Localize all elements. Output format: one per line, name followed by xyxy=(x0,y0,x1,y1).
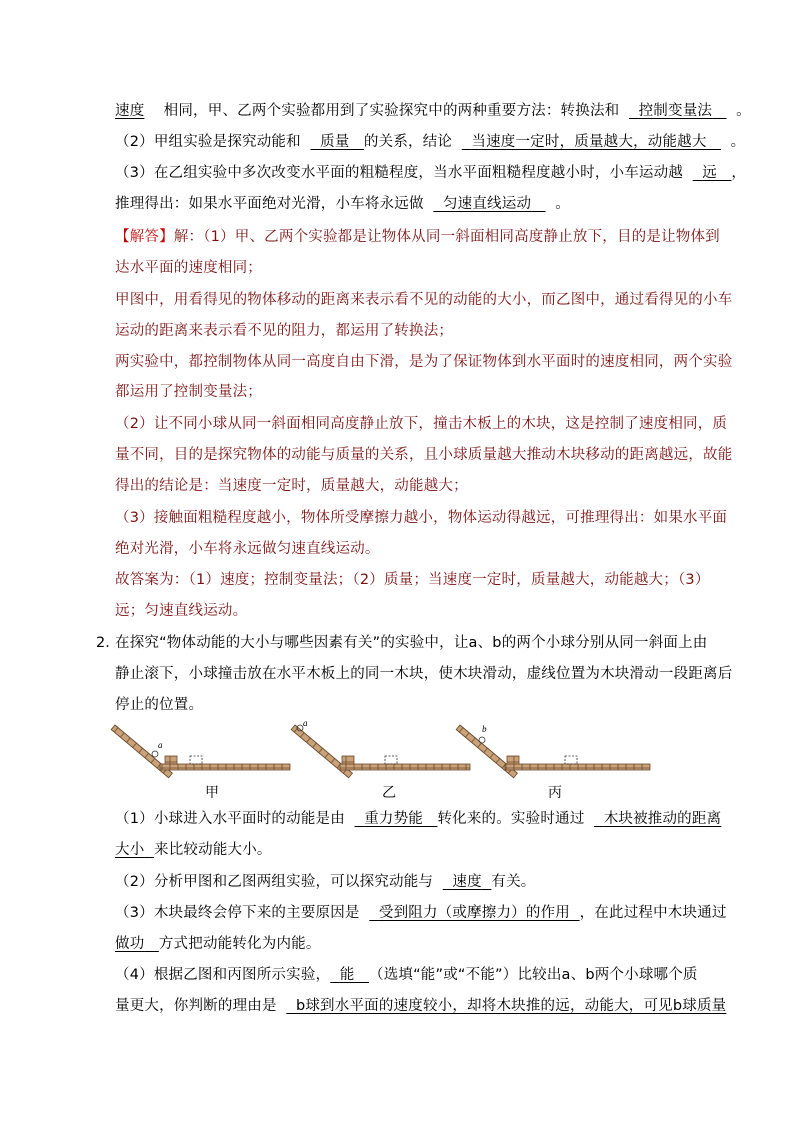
text-line: 都运用了控制变量法； xyxy=(115,384,262,400)
text-line: 绝对光滑，小车将永远做匀速直线运动。 xyxy=(115,541,380,557)
question-number: 2． xyxy=(96,635,120,651)
text-line: 量更大，你判断的理由是 b球到水平面的速度较小，却将木块推的远，动能大，可见b球质量 xyxy=(115,998,727,1014)
text-line: （2）甲组实验是探究动能和 质量 的关系，结论 当速度一定时，质量越大，动能越大 。 xyxy=(115,134,746,150)
text-line: （3）接触面粗糙程度越小，物体所受摩擦力越小，物体运动得越远，可推理得出：如果水平面 xyxy=(115,510,728,526)
setup-jia xyxy=(111,725,290,778)
text-line: （1）小球进入水平面时的动能是由 重力势能 转化来的。实验时通过 木块被推动的距离 xyxy=(115,811,722,827)
text-line: （3）在乙组实验中多次改变水平面的粗糙程度，当水平面粗糙程度越小时，小车运动越 远 ， xyxy=(115,165,747,181)
block-icon xyxy=(507,756,519,764)
figure-caption: 甲 xyxy=(205,785,219,801)
text-line: （2）分析甲图和乙图两组实验，可以探究动能与 速度 有关。 xyxy=(115,874,536,890)
text-line: 量不同，目的是探究物体的动能与质量的关系，且小球质量越大推动木块移动的距离越远，故能 xyxy=(115,447,733,463)
ball-label: a xyxy=(158,740,163,750)
ball-icon xyxy=(152,751,158,757)
experiment-figure xyxy=(110,720,710,802)
text-line: （3）木块最终会停下来的主要原因是 受到阻力（或摩擦力）的作用 ，在此过程中木块通过 xyxy=(115,905,727,921)
ball-label: a xyxy=(303,720,308,728)
text-line: 做功 方式把动能转化为内能。 xyxy=(115,936,321,952)
text-line: （2）让不同小球从同一斜面相同高度静止放下，撞击木板上的木块，这是控制了速度相同，质 xyxy=(115,416,728,432)
setup-yi xyxy=(291,720,470,778)
text-line: （4）根据乙图和丙图所示实验， 能 （选填“能”或“不能”）比较出a、b两个小球哪个质 xyxy=(115,967,698,983)
text-line: 甲图中，用看得见的物体移动的距离来表示看不见的动能的大小，而乙图中，通过看得见的小车 xyxy=(115,292,733,308)
text-line: 达水平面的速度相同； xyxy=(115,260,262,276)
setup-bing xyxy=(456,724,650,778)
block-icon xyxy=(342,756,354,764)
text-line: 速度 相同，甲、乙两个实验都用到了实验探究中的两种重要方法：转换法和 控制变量法 。 xyxy=(115,103,751,119)
text-line: 大小 来比较动能大小。 xyxy=(115,842,272,858)
ball-icon xyxy=(479,737,485,743)
text-line: 两实验中，都控制物体从同一高度自由下滑，是为了保证物体到水平面时的速度相同，两个实验 xyxy=(115,354,733,370)
block-final-icon xyxy=(565,756,577,764)
text-line: 远；匀速直线运动。 xyxy=(115,603,248,619)
figure-caption: 丙 xyxy=(548,785,562,801)
figure-caption: 乙 xyxy=(382,785,396,801)
block-final-icon xyxy=(190,756,202,764)
text-line: 推理得出：如果水平面绝对光滑，小车将永远做 匀速直线运动 。 xyxy=(115,196,570,212)
text-line: 静止滚下，小球撞击放在水平木板上的同一木块，使木块滑动，虚线位置为木块滑动一段距离后 xyxy=(115,666,733,682)
text-line: 在探究“物体动能的大小与哪些因素有关”的实验中，让a、b的两个小球分别从同一斜面上由 xyxy=(115,635,708,651)
text-line: 故答案为：（1）速度；控制变量法；（2）质量；当速度一定时，质量越大，动能越大；（3） xyxy=(115,572,710,588)
text-line: 停止的位置。 xyxy=(115,697,204,713)
block-icon xyxy=(165,756,177,764)
ball-label: b xyxy=(482,724,487,734)
text-line: 【解答】解：（1）甲、乙两个实验都是让物体从同一斜面相同高度静止放下，目的是让物体到 xyxy=(115,229,720,245)
text-line: 运动的距离来表示看不见的阻力，都运用了转换法； xyxy=(115,323,454,339)
answer-tag: 【解答】 xyxy=(115,229,174,245)
block-final-icon xyxy=(385,756,397,764)
text-line: 得出的结论是：当速度一定时，质量越大，动能越大； xyxy=(115,478,468,494)
